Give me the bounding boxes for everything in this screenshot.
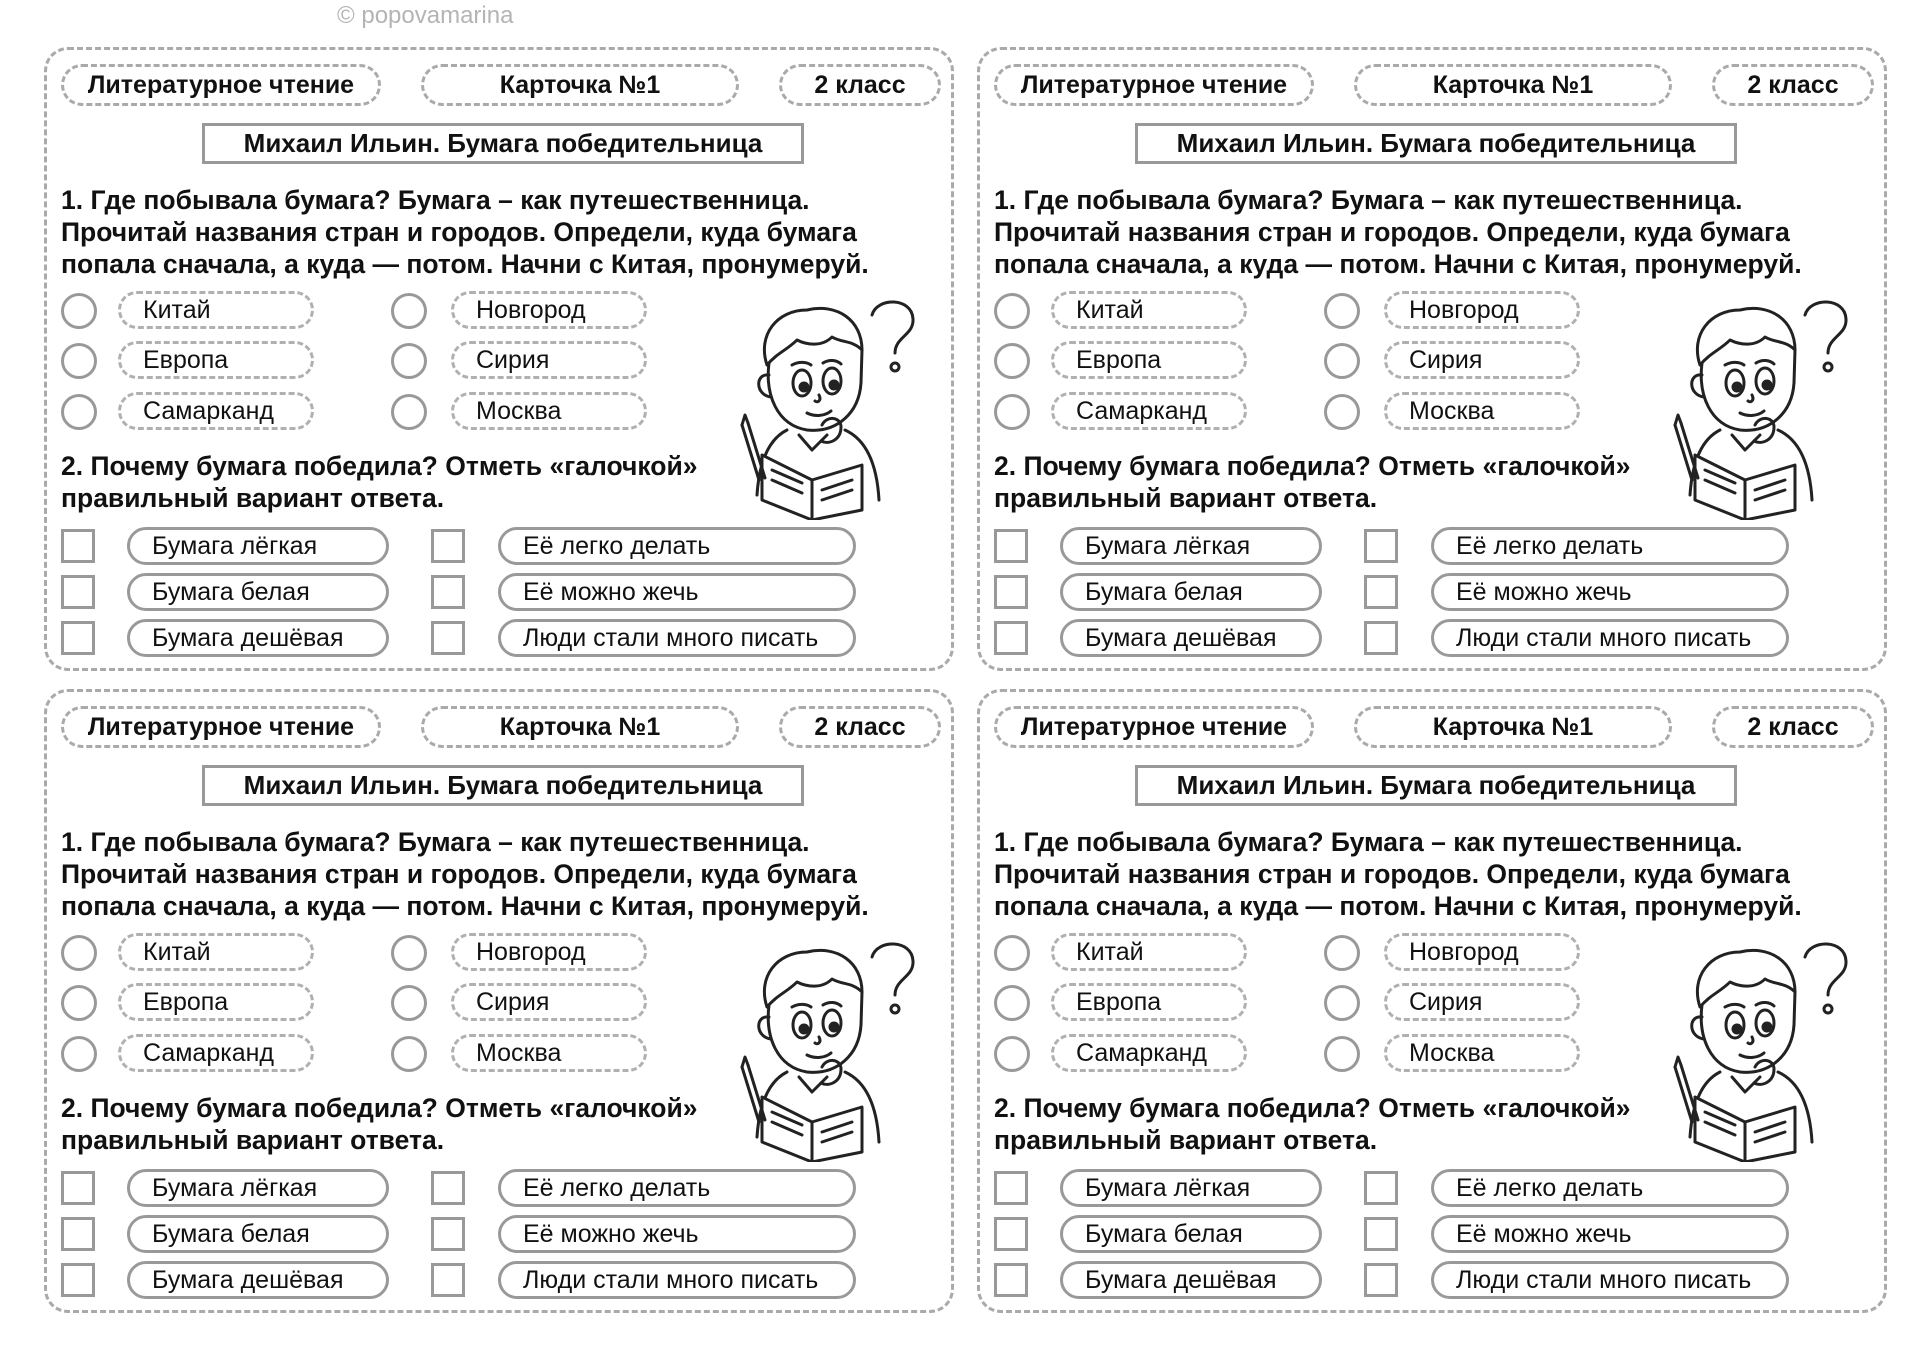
answer-option: Бумага лёгкая	[1060, 527, 1322, 565]
answer-option: Люди стали много писать	[1431, 619, 1789, 657]
answer-checkbox[interactable]	[61, 1263, 95, 1297]
question-2-line-2: правильный вариант ответа.	[61, 483, 445, 513]
worksheet-card	[44, 689, 954, 1313]
answer-checkbox[interactable]	[61, 1217, 95, 1251]
answer-checkbox[interactable]	[431, 529, 465, 563]
number-circle-5[interactable]	[1324, 985, 1360, 1021]
thinking-boy-illustration	[1670, 295, 1865, 520]
place-option: Новгород	[1384, 291, 1580, 329]
answer-option: Бумага лёгкая	[127, 1169, 389, 1207]
question-1-line-3: попала сначала, а куда — потом. Начни с Китая, пронумеруй.	[994, 891, 1802, 921]
question-1-line-3: попала сначала, а куда — потом. Начни с Китая, пронумеруй.	[61, 249, 869, 279]
answer-checkbox[interactable]	[1364, 1263, 1398, 1297]
question-1-line-3: попала сначала, а куда — потом. Начни с Китая, пронумеруй.	[61, 891, 869, 921]
place-option: Самарканд	[118, 1034, 314, 1072]
worksheet-card	[977, 47, 1887, 671]
question-1-line-2: Прочитай названия стран и городов. Определи, куда бумага	[994, 859, 1790, 889]
answer-checkbox[interactable]	[1364, 1217, 1398, 1251]
grade-label: 2 класс	[1712, 64, 1874, 106]
answer-checkbox[interactable]	[431, 1263, 465, 1297]
place-option: Китай	[118, 933, 314, 971]
number-circle-4[interactable]	[1324, 935, 1360, 971]
answer-checkbox[interactable]	[994, 529, 1028, 563]
place-option: Новгород	[451, 291, 647, 329]
answer-option: Её легко делать	[498, 1169, 856, 1207]
subject-label: Литературное чтение	[994, 64, 1314, 106]
place-option: Москва	[451, 392, 647, 430]
place-option: Сирия	[1384, 983, 1580, 1021]
number-circle-6[interactable]	[1324, 394, 1360, 430]
number-circle-1[interactable]	[61, 293, 97, 329]
subject-label: Литературное чтение	[61, 64, 381, 106]
subject-label: Литературное чтение	[994, 706, 1314, 748]
worksheet-card	[44, 47, 954, 671]
worksheet-card	[977, 689, 1887, 1313]
number-circle-4[interactable]	[1324, 293, 1360, 329]
question-1-line-2: Прочитай названия стран и городов. Определи, куда бумага	[61, 217, 857, 247]
answer-checkbox[interactable]	[1364, 529, 1398, 563]
answer-option: Люди стали много писать	[498, 1261, 856, 1299]
question-2-line-1: 2. Почему бумага победила? Отметь «галочкой»	[61, 451, 698, 481]
place-option: Москва	[1384, 1034, 1580, 1072]
place-option: Москва	[1384, 392, 1580, 430]
answer-checkbox[interactable]	[994, 1171, 1028, 1205]
question-1-line-2: Прочитай названия стран и городов. Определи, куда бумага	[61, 859, 857, 889]
answer-checkbox[interactable]	[431, 1171, 465, 1205]
number-circle-2[interactable]	[994, 985, 1030, 1021]
number-circle-2[interactable]	[994, 343, 1030, 379]
answer-checkbox[interactable]	[1364, 575, 1398, 609]
card-number-label: Карточка №1	[1354, 706, 1672, 748]
number-circle-5[interactable]	[1324, 343, 1360, 379]
place-option: Китай	[118, 291, 314, 329]
answer-option: Бумага дешёвая	[1060, 619, 1322, 657]
answer-option: Люди стали много писать	[1431, 1261, 1789, 1299]
answer-option: Бумага белая	[127, 573, 389, 611]
place-option: Европа	[118, 341, 314, 379]
answer-checkbox[interactable]	[61, 529, 95, 563]
answer-option: Её легко делать	[498, 527, 856, 565]
thinking-boy-illustration	[737, 295, 932, 520]
story-title: Михаил Ильин. Бумага победительница	[202, 765, 804, 806]
question-2-line-1: 2. Почему бумага победила? Отметь «галочкой»	[61, 1093, 698, 1123]
number-circle-2[interactable]	[61, 985, 97, 1021]
answer-checkbox[interactable]	[61, 621, 95, 655]
answer-option: Люди стали много писать	[498, 619, 856, 657]
number-circle-4[interactable]	[391, 935, 427, 971]
question-1-line-2: Прочитай названия стран и городов. Определи, куда бумага	[994, 217, 1790, 247]
answer-option: Её можно жечь	[1431, 573, 1789, 611]
answer-option: Её можно жечь	[498, 573, 856, 611]
answer-checkbox[interactable]	[1364, 621, 1398, 655]
number-circle-5[interactable]	[391, 343, 427, 379]
copyright-watermark: © popovamarina	[337, 2, 514, 29]
question-1-line-1: 1. Где побывала бумага? Бумага – как путешественница.	[61, 185, 810, 215]
answer-option: Бумага белая	[127, 1215, 389, 1253]
place-option: Европа	[1051, 341, 1247, 379]
answer-checkbox[interactable]	[61, 575, 95, 609]
answer-option: Бумага лёгкая	[127, 527, 389, 565]
card-number-label: Карточка №1	[1354, 64, 1672, 106]
place-option: Сирия	[451, 983, 647, 1021]
number-circle-4[interactable]	[391, 293, 427, 329]
thinking-boy-illustration	[1670, 937, 1865, 1162]
number-circle-3[interactable]	[61, 394, 97, 430]
answer-checkbox[interactable]	[431, 575, 465, 609]
question-1-line-1: 1. Где побывала бумага? Бумага – как путешественница.	[61, 827, 810, 857]
answer-option: Её можно жечь	[498, 1215, 856, 1253]
answer-option: Бумага белая	[1060, 573, 1322, 611]
story-title: Михаил Ильин. Бумага победительница	[1135, 123, 1737, 164]
number-circle-3[interactable]	[61, 1036, 97, 1072]
card-number-label: Карточка №1	[421, 706, 739, 748]
number-circle-6[interactable]	[391, 1036, 427, 1072]
place-option: Европа	[118, 983, 314, 1021]
subject-label: Литературное чтение	[61, 706, 381, 748]
answer-option: Бумага белая	[1060, 1215, 1322, 1253]
answer-checkbox[interactable]	[994, 575, 1028, 609]
grade-label: 2 класс	[779, 706, 941, 748]
number-circle-6[interactable]	[1324, 1036, 1360, 1072]
answer-checkbox[interactable]	[61, 1171, 95, 1205]
number-circle-3[interactable]	[994, 1036, 1030, 1072]
answer-option: Её легко делать	[1431, 527, 1789, 565]
answer-option: Её можно жечь	[1431, 1215, 1789, 1253]
story-title: Михаил Ильин. Бумага победительница	[202, 123, 804, 164]
grade-label: 2 класс	[779, 64, 941, 106]
place-option: Китай	[1051, 933, 1247, 971]
question-2-line-2: правильный вариант ответа.	[994, 483, 1378, 513]
number-circle-6[interactable]	[391, 394, 427, 430]
place-option: Китай	[1051, 291, 1247, 329]
question-2-line-2: правильный вариант ответа.	[994, 1125, 1378, 1155]
question-2-line-1: 2. Почему бумага победила? Отметь «галочкой»	[994, 451, 1631, 481]
place-option: Сирия	[1384, 341, 1580, 379]
question-1-line-3: попала сначала, а куда — потом. Начни с Китая, пронумеруй.	[994, 249, 1802, 279]
answer-checkbox[interactable]	[994, 621, 1028, 655]
answer-option: Её легко делать	[1431, 1169, 1789, 1207]
story-title: Михаил Ильин. Бумага победительница	[1135, 765, 1737, 806]
place-option: Самарканд	[1051, 1034, 1247, 1072]
question-1-line-1: 1. Где побывала бумага? Бумага – как путешественница.	[994, 185, 1743, 215]
number-circle-2[interactable]	[61, 343, 97, 379]
number-circle-1[interactable]	[994, 293, 1030, 329]
question-1-line-1: 1. Где побывала бумага? Бумага – как путешественница.	[994, 827, 1743, 857]
number-circle-3[interactable]	[994, 394, 1030, 430]
card-number-label: Карточка №1	[421, 64, 739, 106]
answer-checkbox[interactable]	[994, 1263, 1028, 1297]
answer-checkbox[interactable]	[431, 621, 465, 655]
answer-checkbox[interactable]	[1364, 1171, 1398, 1205]
place-option: Самарканд	[118, 392, 314, 430]
place-option: Самарканд	[1051, 392, 1247, 430]
place-option: Москва	[451, 1034, 647, 1072]
place-option: Европа	[1051, 983, 1247, 1021]
answer-option: Бумага лёгкая	[1060, 1169, 1322, 1207]
answer-checkbox[interactable]	[994, 1217, 1028, 1251]
grade-label: 2 класс	[1712, 706, 1874, 748]
question-2-line-1: 2. Почему бумага победила? Отметь «галочкой»	[994, 1093, 1631, 1123]
thinking-boy-illustration	[737, 937, 932, 1162]
answer-option: Бумага дешёвая	[127, 619, 389, 657]
answer-option: Бумага дешёвая	[1060, 1261, 1322, 1299]
number-circle-1[interactable]	[61, 935, 97, 971]
answer-checkbox[interactable]	[431, 1217, 465, 1251]
place-option: Новгород	[451, 933, 647, 971]
place-option: Сирия	[451, 341, 647, 379]
number-circle-1[interactable]	[994, 935, 1030, 971]
question-2-line-2: правильный вариант ответа.	[61, 1125, 445, 1155]
place-option: Новгород	[1384, 933, 1580, 971]
number-circle-5[interactable]	[391, 985, 427, 1021]
answer-option: Бумага дешёвая	[127, 1261, 389, 1299]
